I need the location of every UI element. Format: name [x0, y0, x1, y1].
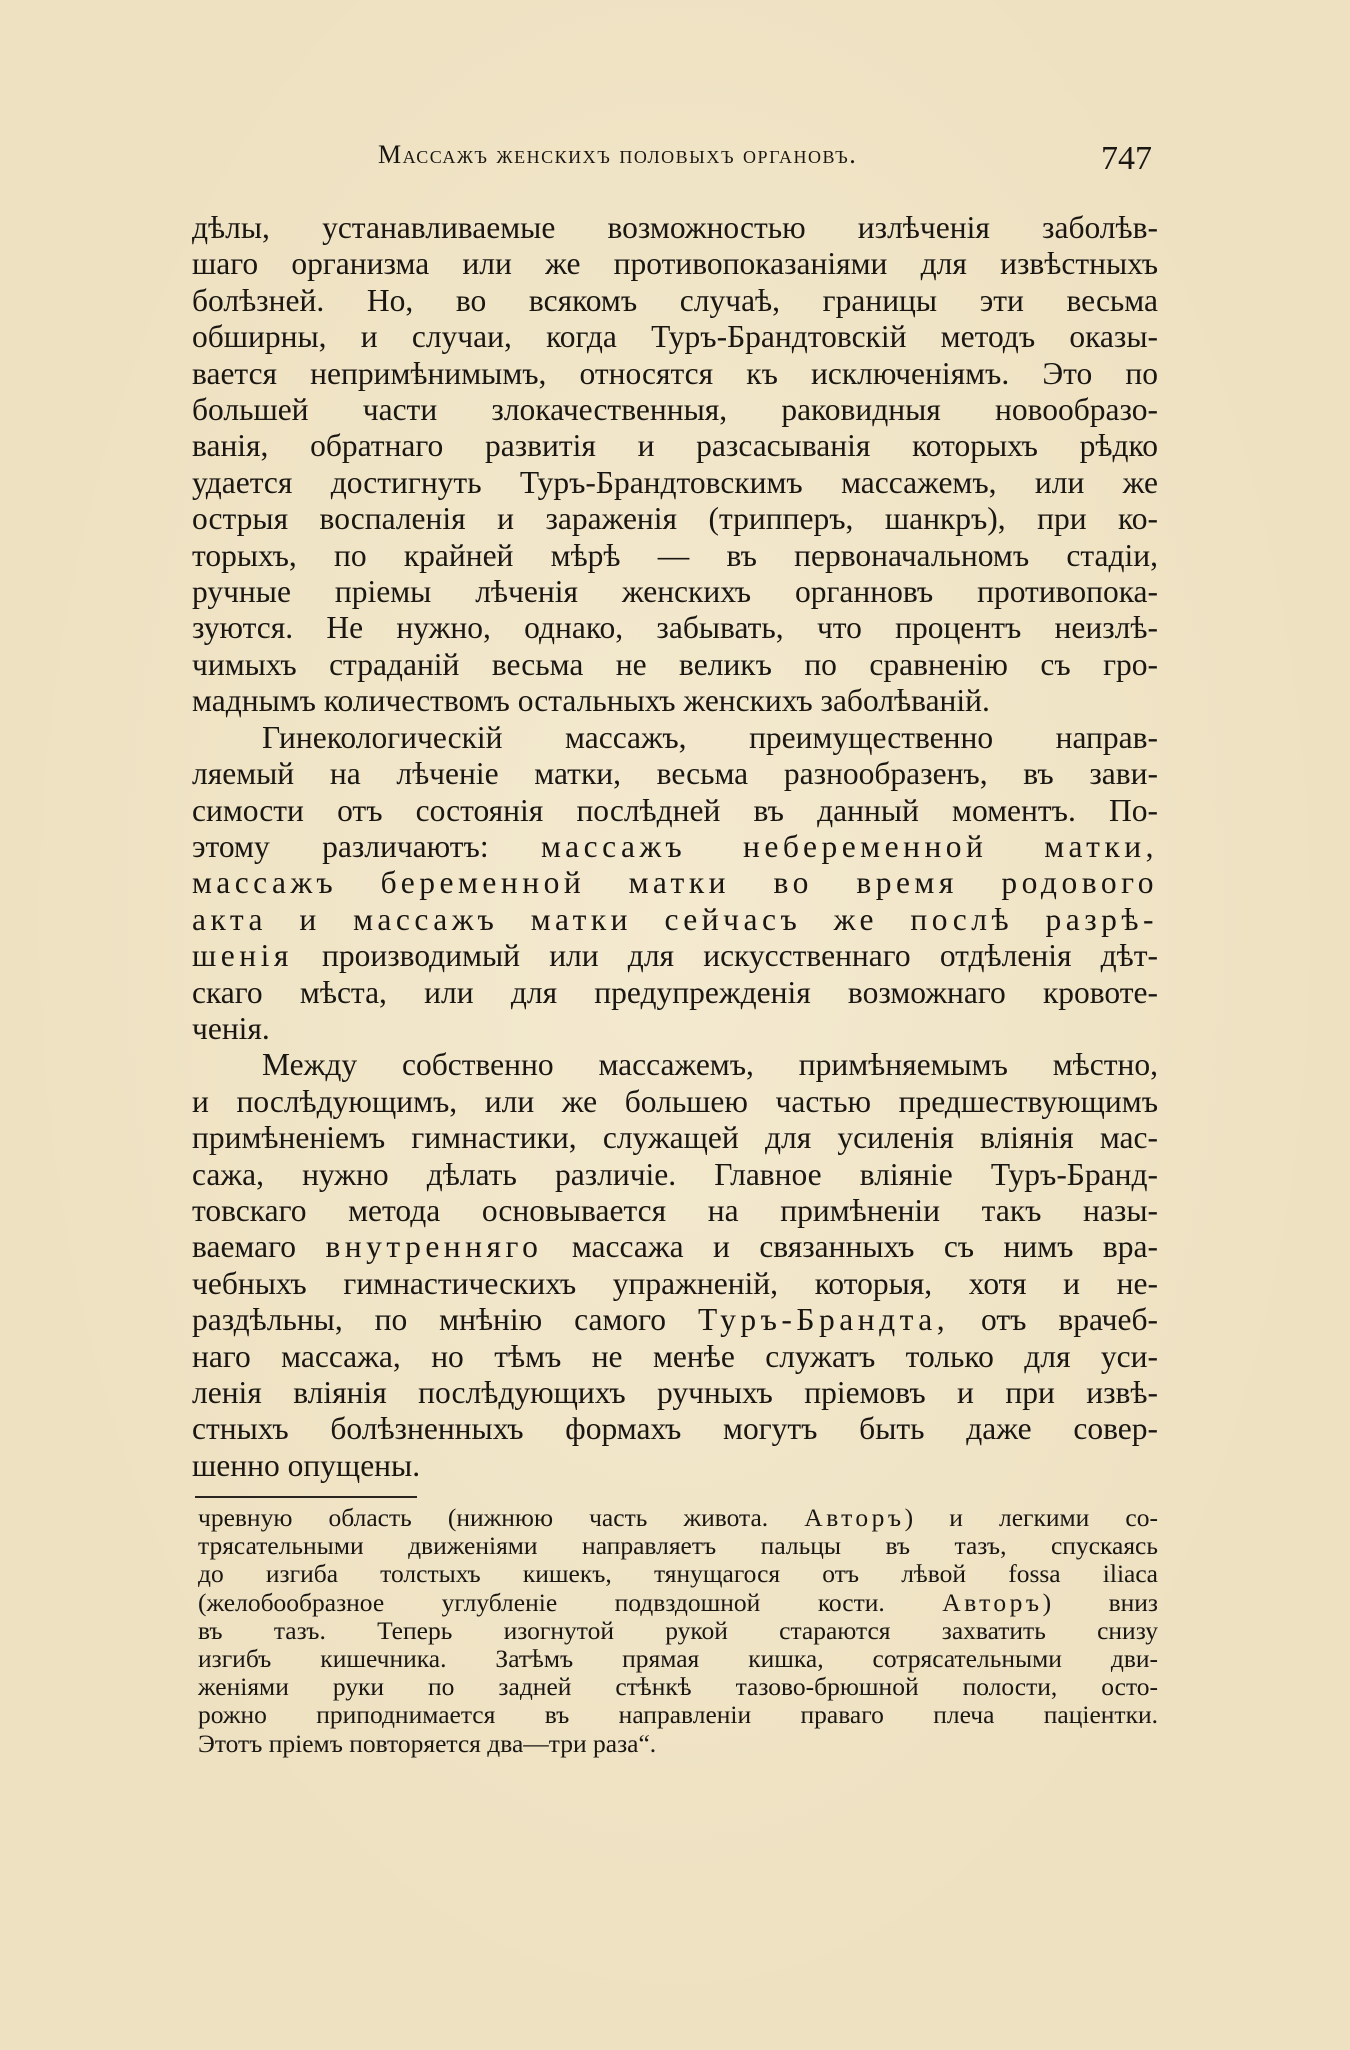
footnote-line: женіями руки по задней стѣнкѣ тазово-брюшной полости, осто-: [198, 1672, 1158, 1702]
spaced-emphasis: Авторъ: [804, 1503, 905, 1532]
spaced-emphasis: массажъ небеременной матки,: [540, 828, 1158, 864]
text-line: обширны, и случаи, когда Туръ-Брандтовскій методъ оказы-: [192, 319, 1158, 355]
text-line: удается достигнуть Туръ-Брандтовскимъ массажемъ, или же: [192, 464, 1158, 500]
text-line: шаго организма или же противопоказаніями для извѣстныхъ: [192, 246, 1158, 282]
text-line: ленія вліянія послѣдующихъ ручныхъ пріемовъ и при извѣ-: [192, 1375, 1158, 1410]
footnote-line: [198, 1504, 1158, 1532]
text-line: ручные пріемы лѣченія женскихъ органновъ противопока-: [192, 574, 1158, 610]
text-run: этому различаютъ:: [192, 828, 541, 864]
text-run: (желобообразное углубленіе подвздошной кости.: [198, 1587, 943, 1617]
text-line: зуются. Не нужно, однако, забывать, что процентъ неизлѣ-: [192, 610, 1158, 646]
paragraph-2: [192, 720, 1158, 1048]
text-line: острыя воспаленія и зараженія (трипперъ, шанкръ), при ко-: [192, 501, 1158, 537]
text-line: торыхъ, по крайней мѣрѣ — въ первоначальномъ стадіи,: [192, 537, 1158, 573]
footnote-line: трясательными движеніями направляетъ пальцы въ тазъ, спускаясь: [198, 1531, 1158, 1561]
text-line: дѣлы, устанавливаемые возможностью излѣченія заболѣв-: [192, 210, 1158, 245]
text-line: маднымъ количествомъ остальныхъ женскихъ заболѣваній.: [192, 683, 990, 719]
footnote-line: Этотъ пріемъ повторяется два—три раза“.: [198, 1728, 657, 1758]
text-line: [192, 938, 1158, 974]
text-line: [192, 829, 1158, 865]
text-run: отъ врачеб-: [949, 1302, 1159, 1338]
spaced-emphasis: шенія: [192, 938, 293, 974]
text-line: Между собственно массажемъ, примѣняемымъ мѣстно,: [262, 1047, 1158, 1083]
text-run: чревную область (нижнюю часть живота.: [198, 1503, 805, 1532]
text-line: чебныхъ гимнастическихъ упражненій, которыя, хотя и не-: [192, 1265, 1158, 1301]
text-line: большей части злокачественныя, раковидныя новообразо-: [192, 392, 1158, 428]
spaced-emphasis: акта и массажъ матки сейчасъ же послѣ разрѣ-: [192, 901, 1158, 937]
page-number: 747: [1101, 140, 1152, 177]
text-run: ваемаго: [192, 1229, 326, 1265]
paragraph-1: [192, 210, 1158, 720]
page-header: [192, 140, 1152, 180]
footnote-line: [198, 1589, 1158, 1617]
text-line: скаго мѣста, или для предупрежденія возможнаго кровоте-: [192, 974, 1158, 1010]
spaced-emphasis: Авторъ: [942, 1587, 1043, 1617]
text-line: шенно опущены.: [192, 1447, 421, 1483]
text-line: стныхъ болѣзненныхъ формахъ могутъ быть даже совер-: [192, 1411, 1158, 1447]
footnote-line: въ тазъ. Теперь изогнутой рукой стараются захватить снизу: [198, 1615, 1158, 1645]
text-line: Гинекологическій массажъ, преимущественно направ-: [262, 719, 1158, 755]
spaced-emphasis: Туръ-Брандта,: [697, 1302, 950, 1338]
text-line: ляемый на лѣченіе матки, весьма разнообразенъ, въ зави-: [192, 756, 1158, 792]
text-line: симости отъ состоянія послѣдней въ данный моментъ. По-: [192, 792, 1158, 828]
footnote-line: изгибъ кишечника. Затѣмъ прямая кишка, сотрясательными дви-: [198, 1644, 1158, 1674]
text-run: производимый или для искусственнаго отдѣленія дѣт-: [292, 938, 1158, 974]
text-run: ) вниз: [1042, 1587, 1158, 1617]
text-line: ванія, обратнаго развитія и разсасыванія которыхъ рѣдко: [192, 428, 1158, 464]
text-line: примѣненіемъ гимнастики, служащей для усиленія вліянія мас-: [192, 1120, 1158, 1156]
text-line: болѣзней. Но, во всякомъ случаѣ, границы эти весьма: [192, 282, 1158, 318]
text-line: и послѣдующимъ, или же большею частью предшествующимъ: [192, 1083, 1158, 1119]
footnote-rule: [195, 1496, 417, 1498]
body-text: [192, 210, 1158, 1484]
text-line: вается непримѣнимымъ, относятся къ исключеніямъ. Это по: [192, 355, 1158, 391]
text-run: ) и легкими со-: [904, 1503, 1158, 1532]
text-run: раздѣльны, по мнѣнію самого: [192, 1302, 698, 1338]
footnote-line: до изгиба толстыхъ кишекъ, тянущагося отъ лѣвой fossa iliaca: [198, 1559, 1158, 1589]
footnote: [198, 1504, 1158, 1758]
text-line: товскаго метода основывается на примѣненіи такъ назы-: [192, 1192, 1158, 1228]
text-line: [192, 1302, 1158, 1338]
text-line: сажа, нужно дѣлать различіе. Главное вліяніе Туръ-Бранд-: [192, 1156, 1158, 1192]
spaced-emphasis: массажъ беременной матки во время родового: [192, 865, 1158, 901]
spaced-emphasis: внутренняго: [325, 1229, 543, 1265]
running-title: Массажъ женскихъ половыхъ органовъ.: [378, 140, 858, 169]
text-line: [192, 1229, 1158, 1265]
footnote-line: рожно приподнимается въ направленіи праваго плеча паціентки.: [198, 1700, 1158, 1730]
text-line: наго массажа, но тѣмъ не менѣе служатъ только для уси-: [192, 1338, 1158, 1374]
paragraph-3: [192, 1047, 1158, 1484]
text-line: чимыхъ страданій весьма не великъ по сравненію съ гро-: [192, 646, 1158, 682]
text-line: ченія.: [192, 1010, 270, 1046]
text-run: массажа и связанныхъ съ нимъ вра-: [542, 1229, 1158, 1265]
